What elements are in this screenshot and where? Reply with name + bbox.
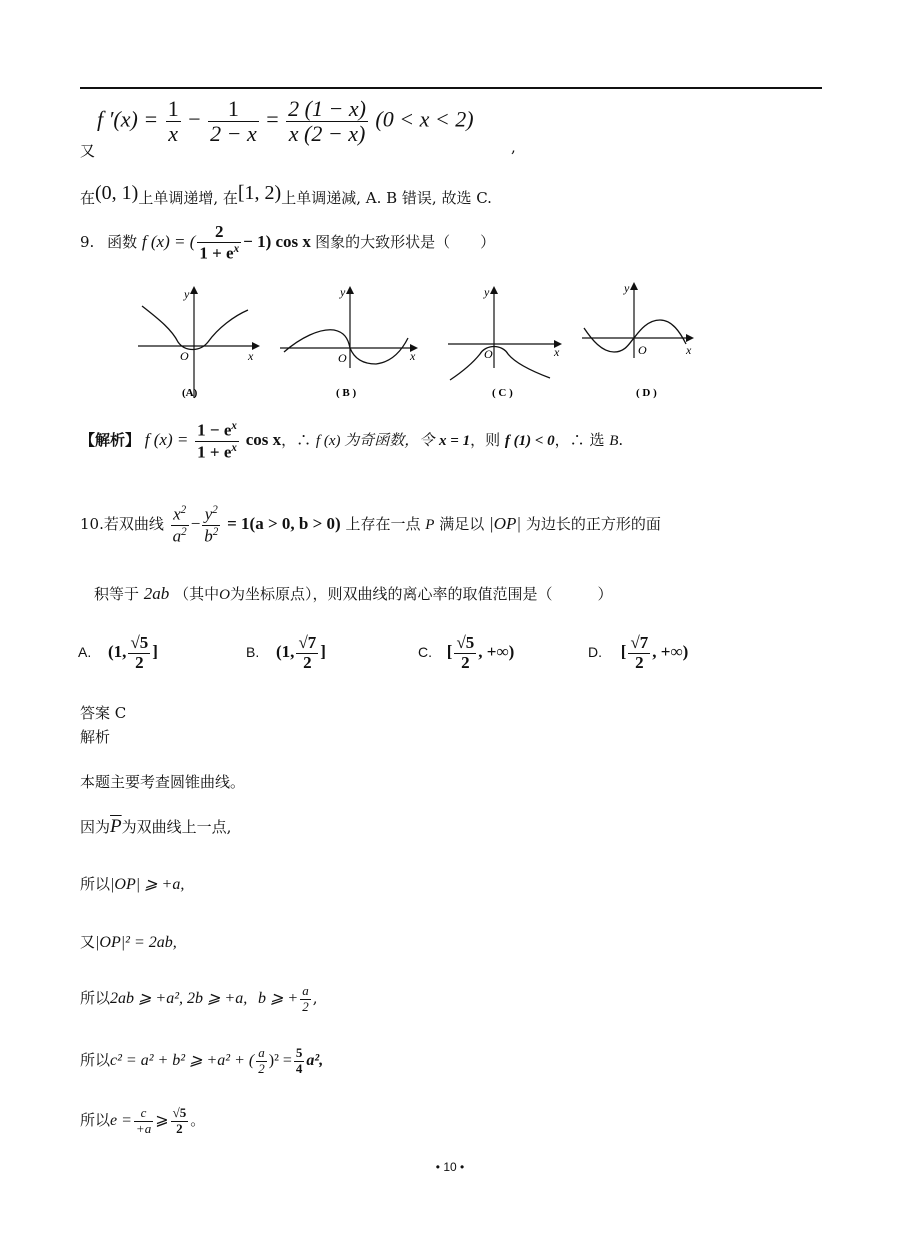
graph-c-y-label: y — [484, 285, 490, 299]
graph-b-y-arrow — [346, 286, 354, 294]
analysis9-t3: ，∴ 选 — [554, 431, 605, 449]
analysis-10-heading: 解析 — [80, 728, 111, 746]
option-d-den: 2 — [635, 652, 644, 672]
option-a-key: A. — [78, 644, 92, 660]
s6-frac1-num: a — [258, 1045, 265, 1061]
s7-frac2-den: 2 — [176, 1120, 183, 1136]
q10-option-d[interactable] — [588, 626, 688, 678]
derivative-formula — [97, 97, 474, 146]
deriv-eq: = — [266, 106, 279, 132]
q10-mid: 上存在一点 — [345, 515, 421, 533]
question-10-line2 — [94, 583, 612, 604]
s6-mid: )² = — [268, 1052, 292, 1069]
deriv-domain: (0 < x < 2) — [375, 106, 474, 132]
analysis9-den-sup: x — [231, 441, 237, 454]
option-a-root: √5 — [130, 632, 149, 652]
graph-a — [138, 286, 260, 399]
deriv-frac3-num: 2 (1 − x) — [288, 96, 366, 121]
q9-lead: 函数 — [107, 233, 138, 251]
solution-line-7 — [80, 1100, 205, 1141]
q10-point-p: P — [425, 517, 435, 533]
option-d-close: , +∞) — [652, 642, 689, 661]
s6-frac2-den: 4 — [295, 1060, 303, 1076]
mono-interval1: (0, 1) — [95, 182, 139, 204]
option-d-key: D. — [588, 644, 602, 660]
q10-lead: 若双曲线 — [103, 515, 164, 533]
graph-d-x-arrow — [686, 334, 694, 342]
q10-options — [78, 626, 738, 678]
q10-num2-sup: 2 — [212, 504, 218, 517]
deriv-trailing-comma: , — [511, 138, 516, 156]
graph-d — [582, 281, 694, 399]
q9-frac-den-sup: x — [233, 242, 240, 255]
s2-post: 为双曲线上一点, — [121, 818, 232, 836]
graph-a-y-arrow — [190, 286, 198, 294]
q10-tail: 为边长的正方形的面 — [525, 515, 661, 533]
graph-d-curve — [584, 320, 686, 352]
mono-pre: 在 — [80, 189, 96, 207]
you-prefix: 又 — [80, 142, 96, 160]
q10-origin-o: O — [219, 587, 230, 603]
solution-line-1: 本题主要考查圆锥曲线。 — [80, 773, 246, 791]
option-b-den: 2 — [303, 652, 312, 672]
page-number: • 10 • — [435, 1160, 465, 1174]
graph-d-y-arrow — [630, 282, 638, 290]
analysis9-odd: f (x) 为奇函数，令 — [315, 433, 435, 449]
s6-frac2-num: 5 — [295, 1045, 303, 1061]
graph-b-label: ( B ) — [336, 387, 357, 399]
solution-line-6 — [80, 1040, 323, 1081]
graph-b-origin: O — [338, 351, 347, 365]
question-9 — [80, 222, 495, 263]
option-c-open: [ — [446, 642, 453, 661]
option-b-close: ] — [320, 642, 326, 661]
monotonic-line — [80, 182, 492, 208]
solution-line-4 — [80, 931, 177, 952]
graph-a-origin: O — [180, 349, 189, 363]
s7-end: 。 — [190, 1111, 206, 1129]
option-b-root: √7 — [298, 632, 317, 652]
s5-end: , — [312, 989, 318, 1007]
option-c-close: , +∞) — [478, 642, 515, 661]
q9-function — [141, 222, 315, 263]
option-c-root: √5 — [456, 632, 475, 652]
analysis9-tag: 【解析】 — [80, 431, 141, 449]
graph-b-y-label: y — [340, 285, 346, 299]
s4-pre: 又 — [80, 933, 96, 951]
q9-number: 9. — [80, 233, 95, 251]
q9-graphs — [130, 280, 710, 405]
s6-frac1-den: 2 — [258, 1060, 265, 1076]
analysis9-t1: ，∴ — [281, 431, 312, 449]
deriv-frac1-num: 1 — [167, 96, 179, 121]
q10-2ab: 2ab — [143, 584, 170, 603]
s6-pre: 所以 — [80, 1051, 111, 1069]
question-10-line1 — [80, 502, 661, 547]
q10-line2-mid: （其中 — [174, 585, 220, 603]
q10-line2-post: 为坐标原点），则双曲线的离心率的取值范围是（ ） — [229, 585, 613, 603]
s3-pre: 所以 — [80, 875, 111, 893]
s7-expr: e = — [110, 1112, 132, 1129]
deriv-frac3-den: x (2 − x) — [288, 121, 366, 147]
q9-f-rest: − 1) cos x — [243, 232, 311, 251]
answer-10: 答案 C — [80, 704, 127, 722]
option-b-open: (1, — [276, 642, 295, 661]
s4-expr: |OP|² = 2ab, — [95, 934, 177, 951]
deriv-lhs: f ′(x) = — [97, 106, 164, 132]
solution-line-2 — [80, 816, 231, 838]
graph-c-y-arrow — [490, 286, 498, 294]
s7-frac1-num: c — [134, 1106, 153, 1121]
deriv-frac2-den: 2 − x — [210, 121, 257, 147]
analysis9-end: . — [618, 431, 624, 449]
option-a-close: ] — [152, 642, 158, 661]
analysis9-t2: ，则 — [470, 431, 501, 449]
graph-a-label: (A) — [182, 387, 198, 399]
graph-b — [280, 285, 418, 399]
q10-den1: a — [172, 526, 182, 546]
q10-den2-sup: 2 — [212, 525, 219, 538]
analysis9-answer: B — [609, 433, 619, 449]
q10-minus: − — [190, 514, 201, 533]
s2-point-p: $\overline{P}$ — [110, 816, 122, 837]
deriv-frac2-num: 1 — [208, 97, 259, 122]
q10-condition: = 1(a > 0, b > 0) — [227, 514, 341, 533]
q10-num1-sup: 2 — [180, 504, 187, 517]
q9-frac-num: 2 — [197, 223, 241, 243]
q10-option-c[interactable] — [418, 626, 514, 678]
q10-den1-sup: 2 — [181, 525, 187, 538]
q10-den2: b — [204, 526, 213, 546]
q10-number: 10. — [80, 515, 104, 533]
option-c-key: C. — [418, 644, 432, 660]
s6-expr: c² = a² + b² ⩾ +a² + ( — [110, 1052, 255, 1069]
s7-frac1-den: +a — [135, 1120, 152, 1136]
q10-option-a[interactable] — [78, 626, 158, 678]
q9-tail: 图象的大致形状是（ ） — [315, 233, 496, 251]
s7-pre: 所以 — [80, 1111, 111, 1129]
deriv-frac1-den: x — [168, 121, 179, 147]
option-d-root: √7 — [630, 632, 649, 652]
graph-c — [448, 285, 562, 399]
q10-num2: y — [204, 504, 213, 524]
analysis9-num-sup: x — [231, 420, 237, 433]
graph-c-x-label: x — [554, 345, 560, 359]
deriv-minus: − — [188, 106, 201, 132]
mono-mid: 上单调递增, 在 — [138, 189, 238, 207]
option-b-key: B. — [246, 644, 260, 660]
analysis9-f-rest: cos x — [245, 430, 282, 449]
analysis-9 — [80, 418, 623, 463]
s6-end: a², — [306, 1052, 324, 1069]
s7-ge: ⩾ — [155, 1112, 169, 1129]
s5-frac-den: 2 — [302, 998, 309, 1014]
mono-interval2: [1, 2) — [237, 182, 282, 204]
graph-b-x-label: x — [410, 349, 416, 363]
analysis9-x1: x = 1 — [439, 433, 471, 449]
q9-frac-den: 1 + e — [199, 243, 234, 263]
graph-d-y-label: y — [624, 281, 630, 295]
graph-a-y-label: y — [184, 287, 190, 301]
option-a-den: 2 — [135, 652, 144, 672]
graph-a-curve — [142, 306, 248, 350]
graph-c-curve — [450, 347, 550, 381]
graph-d-origin: O — [638, 343, 647, 357]
solution-line-5 — [80, 978, 317, 1019]
mono-post: 上单调递减, A. B 错误, 故选 C. — [281, 189, 492, 207]
s5-pre: 所以 — [80, 989, 111, 1007]
s3-expr: |OP| ⩾ +a, — [110, 876, 185, 893]
analysis9-f-lhs: f (x) = — [144, 430, 189, 449]
graph-a-x-label: x — [248, 349, 254, 363]
analysis9-den: 1 + e — [197, 442, 232, 462]
q9-f-lhs: f (x) = ( — [141, 232, 196, 251]
s5-expr2: b ⩾ + — [258, 990, 299, 1007]
analysis9-f1: f (1) < 0 — [504, 433, 555, 449]
graph-c-origin: O — [484, 347, 493, 361]
s7-frac2-num: √5 — [172, 1105, 187, 1121]
q10-line2-pre: 积等于 — [94, 585, 140, 603]
option-c-den: 2 — [461, 652, 470, 672]
graph-c-label: ( C ) — [492, 387, 513, 399]
q10-op: |OP| — [489, 514, 522, 533]
option-a-open: (1, — [108, 642, 127, 661]
s5-expr1: 2ab ⩾ +a², 2b ⩾ +a, — [110, 990, 248, 1007]
graph-d-label: ( D ) — [636, 387, 657, 399]
solution-line-3 — [80, 873, 184, 894]
option-d-open: [ — [620, 642, 627, 661]
analysis9-num: 1 − e — [197, 420, 232, 440]
q10-num1: x — [173, 504, 181, 524]
s2-pre: 因为 — [80, 818, 111, 836]
q10-mid2: 满足以 — [439, 515, 485, 533]
q10-option-b[interactable] — [246, 626, 326, 678]
top-rule — [80, 87, 822, 89]
s5-frac-num: a — [302, 983, 309, 999]
graph-d-x-label: x — [686, 343, 692, 357]
